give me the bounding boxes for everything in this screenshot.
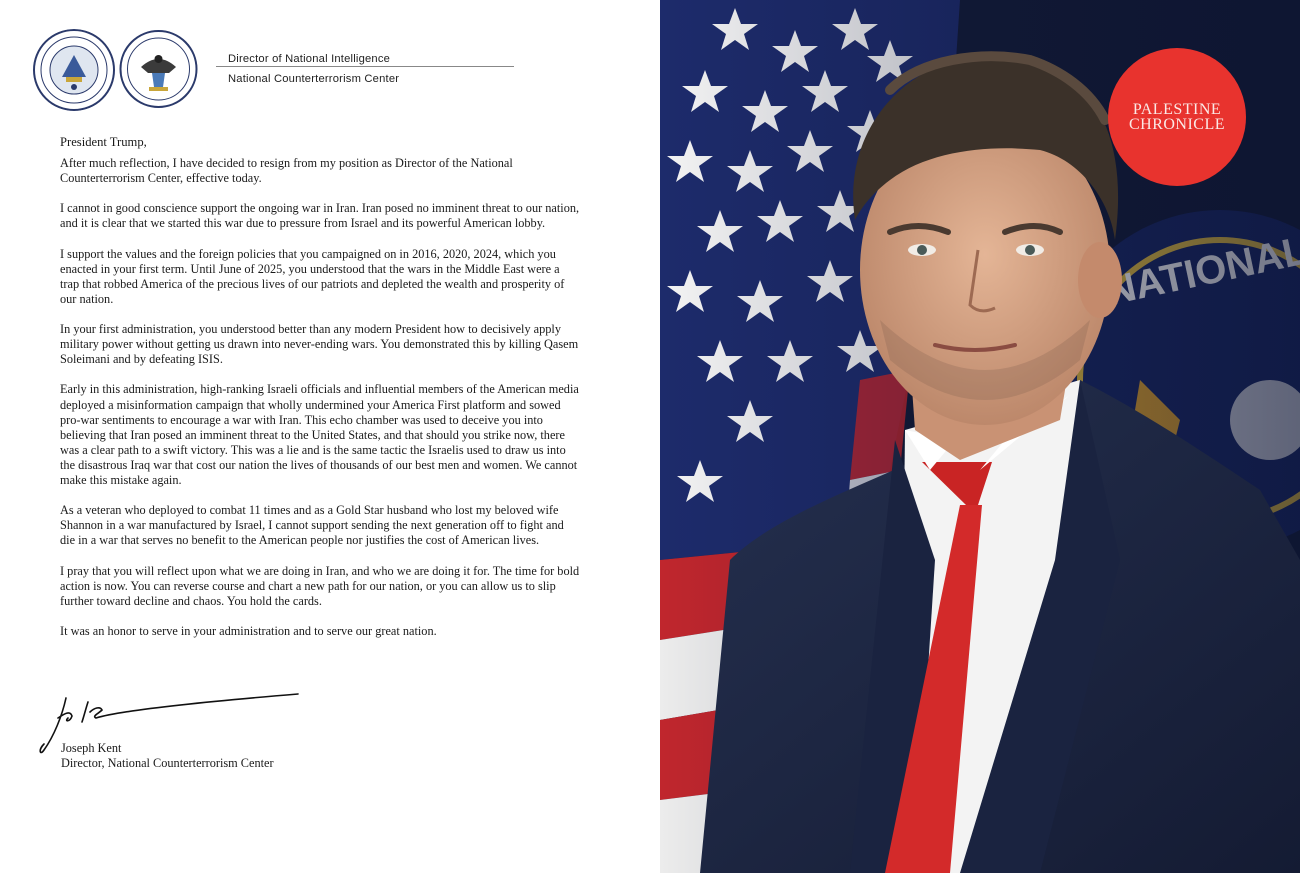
- logo-line-2: CHRONICLE: [1128, 116, 1226, 133]
- letter-paragraph: After much reflection, I have decided to resign from my position as Director of the National Counterterrorism Center, effective today.: [60, 156, 513, 186]
- logo-line-1: PALESTINE: [1132, 101, 1222, 118]
- signer-title: Director, National Counterterrorism Center: [61, 756, 274, 770]
- letter-paragraph: It was an honor to serve in your administration and to serve our great nation.: [60, 623, 437, 638]
- letter-paragraph: Early in this administration, high-ranking Israeli officials and influential members of the American media deployed a misinformation campaign that wholly undermined your America First platform and sowed pro-war sentiments to encourage a war with Iran. This echo chamber was used to deceive you into believing that Iran posed an imminent threat to the United States, and that should you strike now, there was a clear path to a swift victory. This was a lie and is the same tactic the Israelis used to draw us into the disastrous Iraq war that cost our nation the lives of thousands of our best men and women. We cannot make this mistake again.: [60, 382, 579, 487]
- signer-name: Joseph Kent: [61, 741, 122, 755]
- letterhead-org-line-1: Director of National Intelligence: [228, 53, 391, 65]
- letterhead-org-line-2: National Counterterrorism Center: [228, 73, 400, 85]
- official-portrait: [660, 0, 1300, 873]
- letterhead-divider: [216, 66, 514, 67]
- letter-salutation: President Trump,: [60, 135, 147, 149]
- dni-seal-icon: [32, 29, 116, 111]
- letter-paragraph: As a veteran who deployed to combat 11 times and as a Gold Star husband who lost my beloved wife Shannon in a war manufactured by Israel, I cannot support sending the next generation off to fight and die in a war that serves no benefit to the American people nor justifies the cost of American lives.: [60, 503, 564, 548]
- letter-paragraph: I cannot in good conscience support the ongoing war in Iran. Iran posed no imminent threat to our nation, and it is clear that we started this war due to pressure from Israel and its powerful American lobby.: [60, 201, 580, 231]
- letter-paragraph: I pray that you will reflect upon what we are doing in Iran, and who we are doing it for. The time for bold action is now. You can reverse course and chart a new path for our nation, or you can allow us to slip further toward decline and chaos. You hold the cards.: [60, 563, 580, 608]
- nctc-seal-icon: [119, 29, 198, 109]
- letter-body: [60, 156, 580, 654]
- letter-paragraph: In your first administration, you understood better than any modern President how to decisively apply military power without getting us drawn into never-ending wars. You demonstrated this by killing Qasem Soleimani and by defeating ISIS.: [60, 322, 579, 367]
- palestine-chronicle-logo: [1108, 48, 1246, 186]
- letter-paragraph: I support the values and the foreign policies that you campaigned on in 2016, 2020, 2024, which you enacted in your first term. Until June of 2025, you understood that the wars in the Middle East were a trap that robbed America of the precious lives of our patriots and depleted the wealth and prosperity of our nation.: [60, 246, 565, 306]
